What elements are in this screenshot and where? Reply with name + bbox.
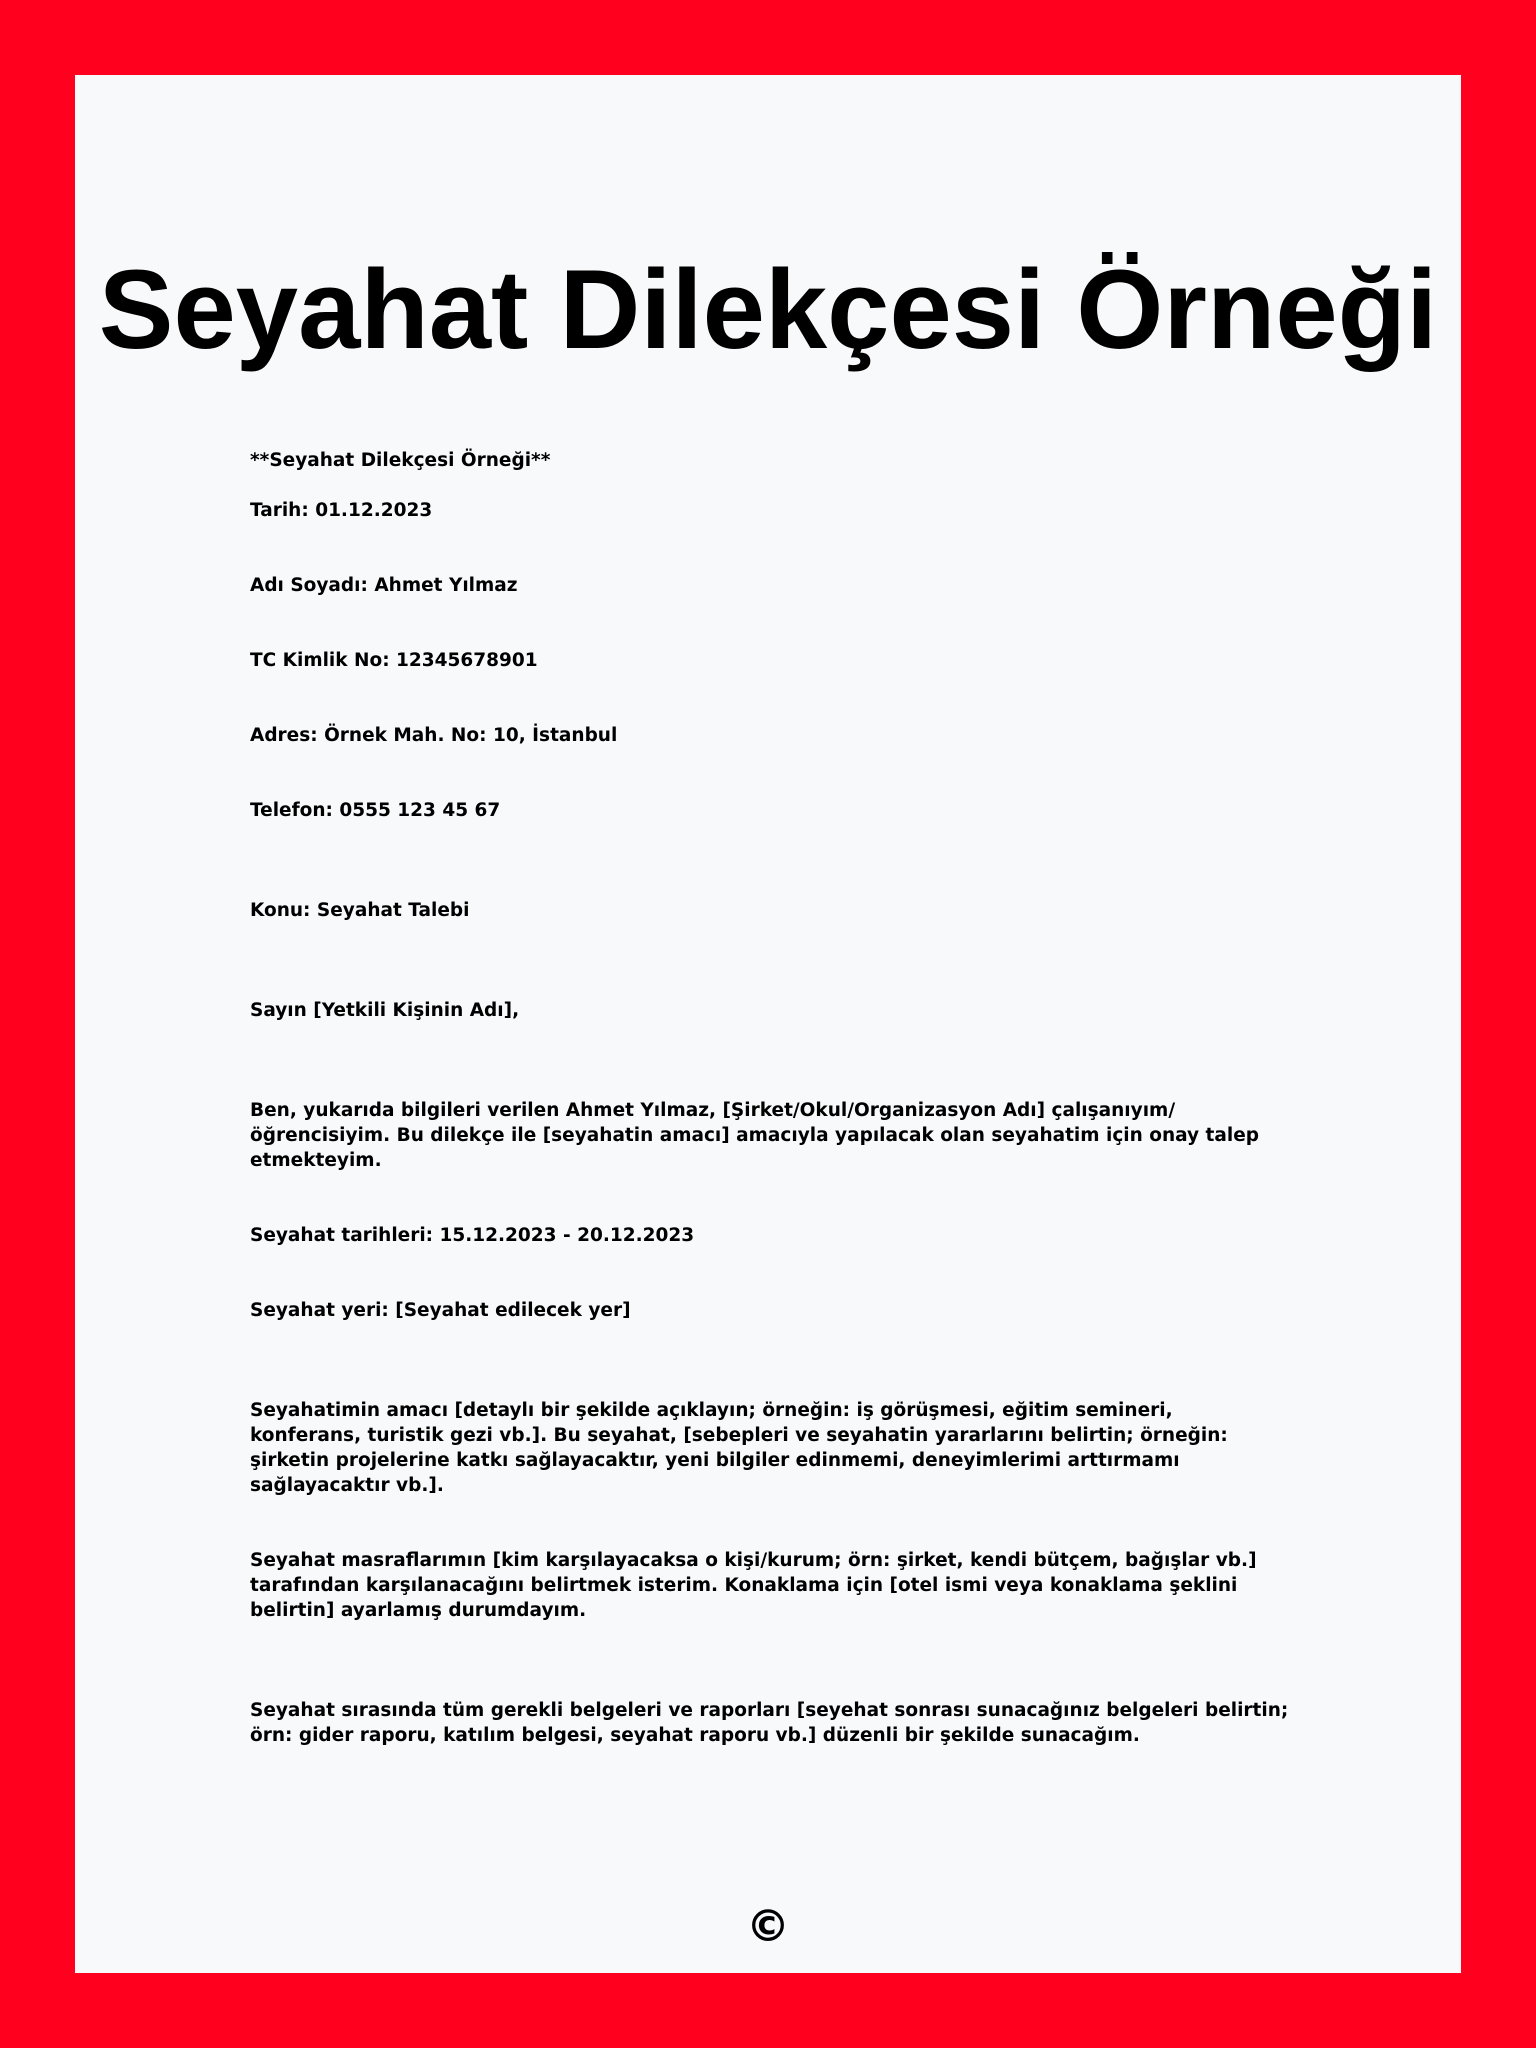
- paragraph-intro: Ben, yukarıda bilgileri verilen Ahmet Yılmaz, [Şirket/Okul/Organizasyon Adı] çalışanıyım/öğrencisiyim. Bu dilekçe ile [seyahatin amacı] amacıyla yapılacak olan seyahatim için onay talep etmekteyim.: [250, 1100, 1260, 1171]
- travel-place-line: Seyahat yeri: [Seyahat edilecek yer]: [250, 1300, 631, 1321]
- salutation: Sayın [Yetkili Kişinin Adı],: [250, 1000, 520, 1021]
- copyright-icon: ©: [746, 1901, 790, 1952]
- tc-number-line: TC Kimlik No: 12345678901: [250, 650, 538, 671]
- paragraph-purpose: Seyahatimin amacı [detaylı bir şekilde açıklayın; örneğin: iş görüşmesi, eğitim semineri, konferans, turistik gezi vb.]. Bu seyahat, [sebepleri ve seyahatin yararlarını belirtin; örneğin: şirketin projelerine katkı sağlayacaktır, yeni bilgiler edinmemi, deneyimlerimi arttırmamı sağlayacaktır vb.].: [250, 1400, 1228, 1496]
- name-line: Adı Soyadı: Ahmet Yılmaz: [250, 575, 518, 596]
- page-title: Seyahat Dilekçesi Örneği: [98, 247, 1438, 372]
- phone-line: Telefon: 0555 123 45 67: [250, 800, 501, 821]
- date-line: Tarih: 01.12.2023: [250, 500, 433, 521]
- subject-line: Konu: Seyahat Talebi: [250, 900, 470, 921]
- paragraph-expenses: Seyahat masraflarımın [kim karşılayacaksa o kişi/kurum; örn: şirket, kendi bütçem, bağışlar vb.] tarafından karşılanacağını belirtmek isterim. Konaklama için [otel ismi veya konaklama şeklini belirtin] ayarlamış durumdayım.: [250, 1550, 1257, 1621]
- document-heading: **Seyahat Dilekçesi Örneği**: [250, 450, 551, 471]
- paragraph-documents: Seyahat sırasında tüm gerekli belgeleri ve raporları [seyehat sonrası sunacağınız belgeleri belirtin; örn: gider raporu, katılım belgesi, seyahat raporu vb.] düzenli bir şekilde sunacağım.: [250, 1700, 1289, 1746]
- travel-dates-line: Seyahat tarihleri: 15.12.2023 - 20.12.2023: [250, 1225, 695, 1246]
- address-line: Adres: Örnek Mah. No: 10, İstanbul: [250, 725, 618, 746]
